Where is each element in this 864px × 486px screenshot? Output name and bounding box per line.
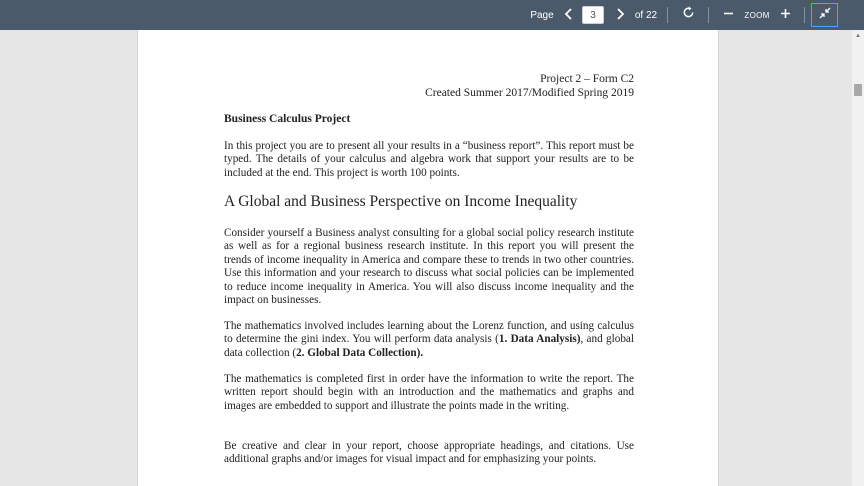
- scrollbar-thumb[interactable]: [854, 84, 862, 96]
- page-number-input[interactable]: [582, 6, 604, 24]
- scroll-up-arrow-icon[interactable]: ▲: [855, 33, 861, 39]
- document-header: [224, 72, 634, 100]
- fit-to-page-button[interactable]: [811, 3, 838, 27]
- vertical-scrollbar[interactable]: [852, 30, 864, 486]
- page-label: Page: [530, 9, 554, 21]
- paragraph-consultant: Consider yourself a Business analyst consulting for a global social policy research institute as well as for a regional business research institute. In this report you will present the trends of income inequality in America and compare these to trends in two other countries. Use this information and your research to discuss what social policies can be implemented to reduce income inequality in America. You will also discuss income inequality and the impact on businesses.: [224, 227, 634, 307]
- paragraph-creative: Be creative and clear in your report, choose appropriate headings, and citations. Use additional graphs and/or images for visual impact and for emphasizing your points.: [224, 440, 634, 466]
- collapse-arrows-icon: [819, 6, 831, 24]
- pdf-toolbar: [0, 0, 864, 30]
- section-heading: A Global and Business Perspective on Income Inequality: [224, 193, 578, 210]
- zoom-in-button[interactable]: [776, 0, 794, 30]
- data-analysis-ref: 1. Data Analysis): [498, 333, 581, 346]
- header-form-line: Project 2 – Form C2: [540, 73, 634, 85]
- minus-icon: [723, 6, 734, 24]
- paragraph-report-order: The mathematics is completed first in order have the information to write the report. The written report should begin with an introduction and the mathematics and graphs and images are embedded to support and illustrate the points made in the writing.: [224, 373, 634, 412]
- paragraph-mathematics-text-2: , and global data collection (: [224, 333, 634, 359]
- global-data-collection-ref: 2. Global Data Collection).: [296, 346, 424, 359]
- zoom-label: ZOOM: [744, 10, 770, 20]
- rotate-button[interactable]: [678, 0, 698, 30]
- toolbar-divider: [667, 7, 668, 23]
- rotate-icon: [682, 6, 695, 24]
- zoom-out-button[interactable]: [719, 0, 737, 30]
- chevron-right-icon: [616, 7, 625, 24]
- plus-icon: [780, 6, 791, 24]
- pdf-page: [137, 30, 719, 486]
- paragraph-mathematics: [224, 320, 634, 360]
- toolbar-divider: [708, 7, 709, 23]
- header-created-line: Created Summer 2017/Modified Spring 2019: [425, 87, 634, 99]
- previous-page-button[interactable]: [559, 0, 577, 30]
- chevron-left-icon: [564, 7, 573, 24]
- document-title: Business Calculus Project: [224, 113, 351, 125]
- next-page-button[interactable]: [611, 0, 629, 30]
- paragraph-mathematics-text: The mathematics involved includes learning about the Lorenz function, and using calculus to determine the gini index. You will perform data analysis (: [224, 320, 634, 346]
- intro-paragraph: In this project you are to present all your results in a “business report”. This report must be typed. The details of your calculus and algebra work that support your results are to be included at the end. This project is worth 100 points.: [224, 140, 634, 179]
- toolbar-divider: [804, 7, 805, 23]
- total-pages-label: of 22: [634, 9, 658, 21]
